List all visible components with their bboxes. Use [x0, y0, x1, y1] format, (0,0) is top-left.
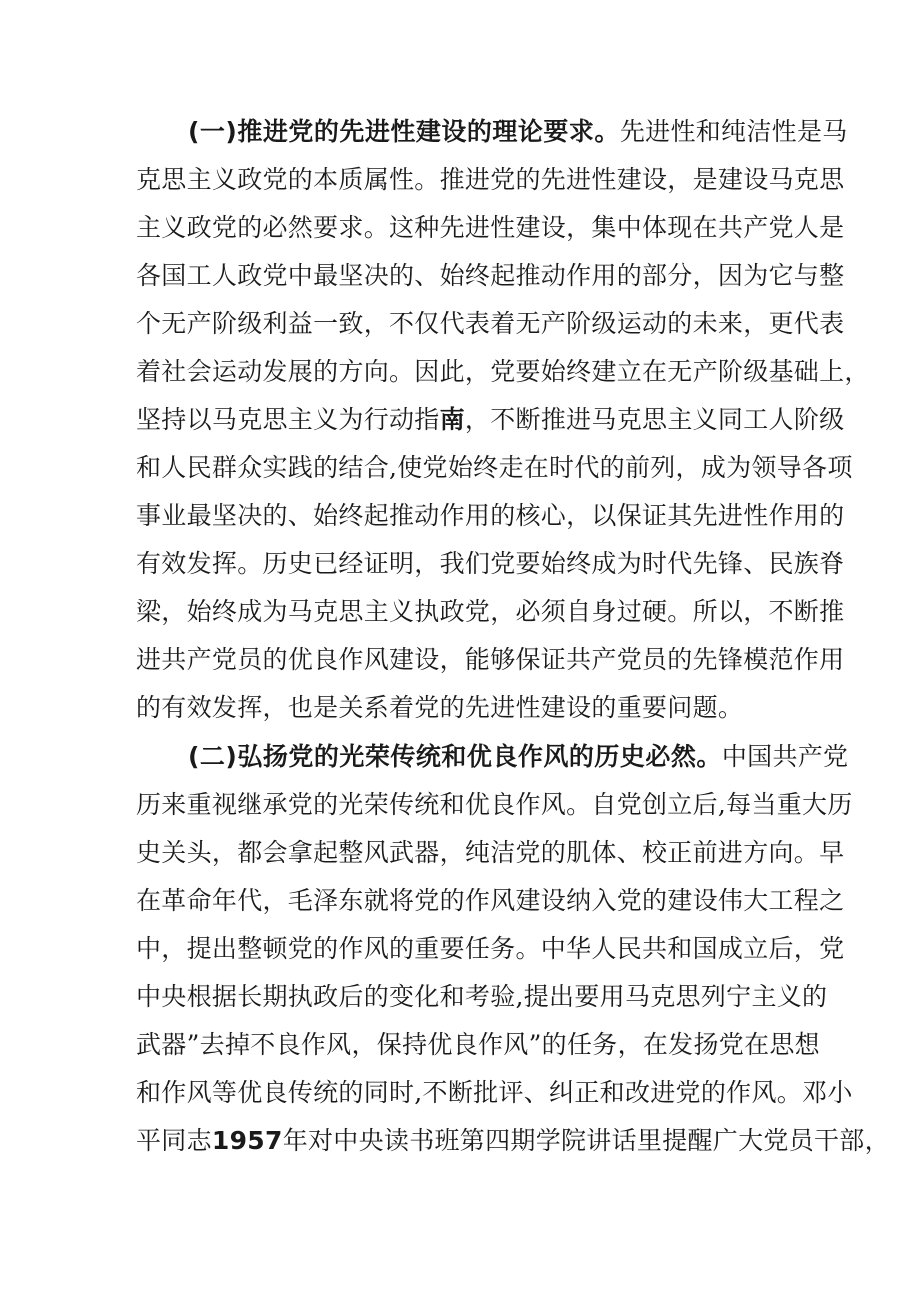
paragraph-line: 在革命年代，毛泽东就将党的作风建设纳入党的建设伟大工程之	[136, 886, 845, 915]
paragraph-line: 个无产阶级利益一致，不仅代表着无产阶级运动的未来，更代表	[136, 309, 845, 338]
paragraph-line: 历来重视继承党的光荣传统和优良作风。自党创立后,每当重大历	[136, 790, 853, 819]
paragraph-advanced-nature	[136, 108, 870, 732]
paragraph-line: 进共产党员的优良作风建设，能够保证共产党员的先锋模范作用	[136, 645, 845, 674]
paragraph-text: ，不断推进马克思主义同工人阶级	[464, 405, 845, 434]
paragraph-line	[136, 733, 849, 781]
paragraph-line: 和作风等优良传统的同时,不断批评、纠正和改进党的作风。邓小	[136, 1078, 853, 1107]
section-heading-1: (一)推进党的先进性建设的理论要求。	[188, 117, 620, 146]
paragraph-line: 主义政党的必然要求。这种先进性建设，集中体现在共产党人是	[136, 213, 845, 242]
paragraph-text: 先进性和纯洁性是马	[619, 117, 848, 146]
paragraph-text: 坚持以马克思主义为行动指	[136, 405, 440, 434]
paragraph-line: 梁，始终成为马克思主义执政党，必须自身过硬。所以，不断推	[136, 597, 845, 626]
paragraph-line: 有效发挥。历史已经证明，我们党要始终成为时代先锋、民族脊	[136, 549, 845, 578]
paragraph-line: 事业最坚决的、始终起推动作用的核心，以保证其先进性作用的	[136, 501, 845, 530]
paragraph-text: 年对中央读书班第四期学院讲话里提醒广大党员干部，	[282, 1126, 890, 1155]
paragraph-line: 着社会运动发展的方向。因此，党要始终建立在无产阶级基础上，	[136, 357, 870, 386]
paragraph-line: 各国工人政党中最坚决的、始终起推动作用的部分，因为它与整	[136, 261, 845, 290]
paragraph-text: 中国共产党	[721, 742, 849, 771]
section-heading-2: (二)弘扬党的光荣传统和优良作风的历史必然。	[188, 742, 722, 771]
paragraph-line	[136, 108, 848, 156]
paragraph-text: 平同志	[136, 1126, 212, 1155]
paragraph-line: 克思主义政党的本质属性。推进党的先进性建设，是建设马克思	[136, 165, 845, 194]
paragraph-line: 武器”去掉不良作风，保持优良作风”的任务，在发扬党在思想	[136, 1030, 820, 1059]
paragraph-glorious-tradition	[136, 733, 890, 1165]
paragraph-line: 的有效发挥，也是关系着党的先进性建设的重要问题。	[136, 693, 744, 722]
paragraph-line: 中，提出整顿党的作风的重要任务。中华人民共和国成立后，党	[136, 934, 845, 963]
year-number: 1957	[211, 1126, 283, 1155]
paragraph-line	[136, 1117, 890, 1165]
paragraph-line	[136, 396, 845, 444]
bold-character: 南	[439, 405, 465, 434]
paragraph-line: 中央根据长期执政后的变化和考验,提出要用马克思列宁主义的	[136, 982, 828, 1011]
paragraph-line: 和人民群众实践的结合,使党始终走在时代的前列，成为领导各项	[136, 453, 853, 482]
paragraph-line: 史关头，都会拿起整风武器，纯洁党的肌体、校正前进方向。早	[136, 838, 845, 867]
